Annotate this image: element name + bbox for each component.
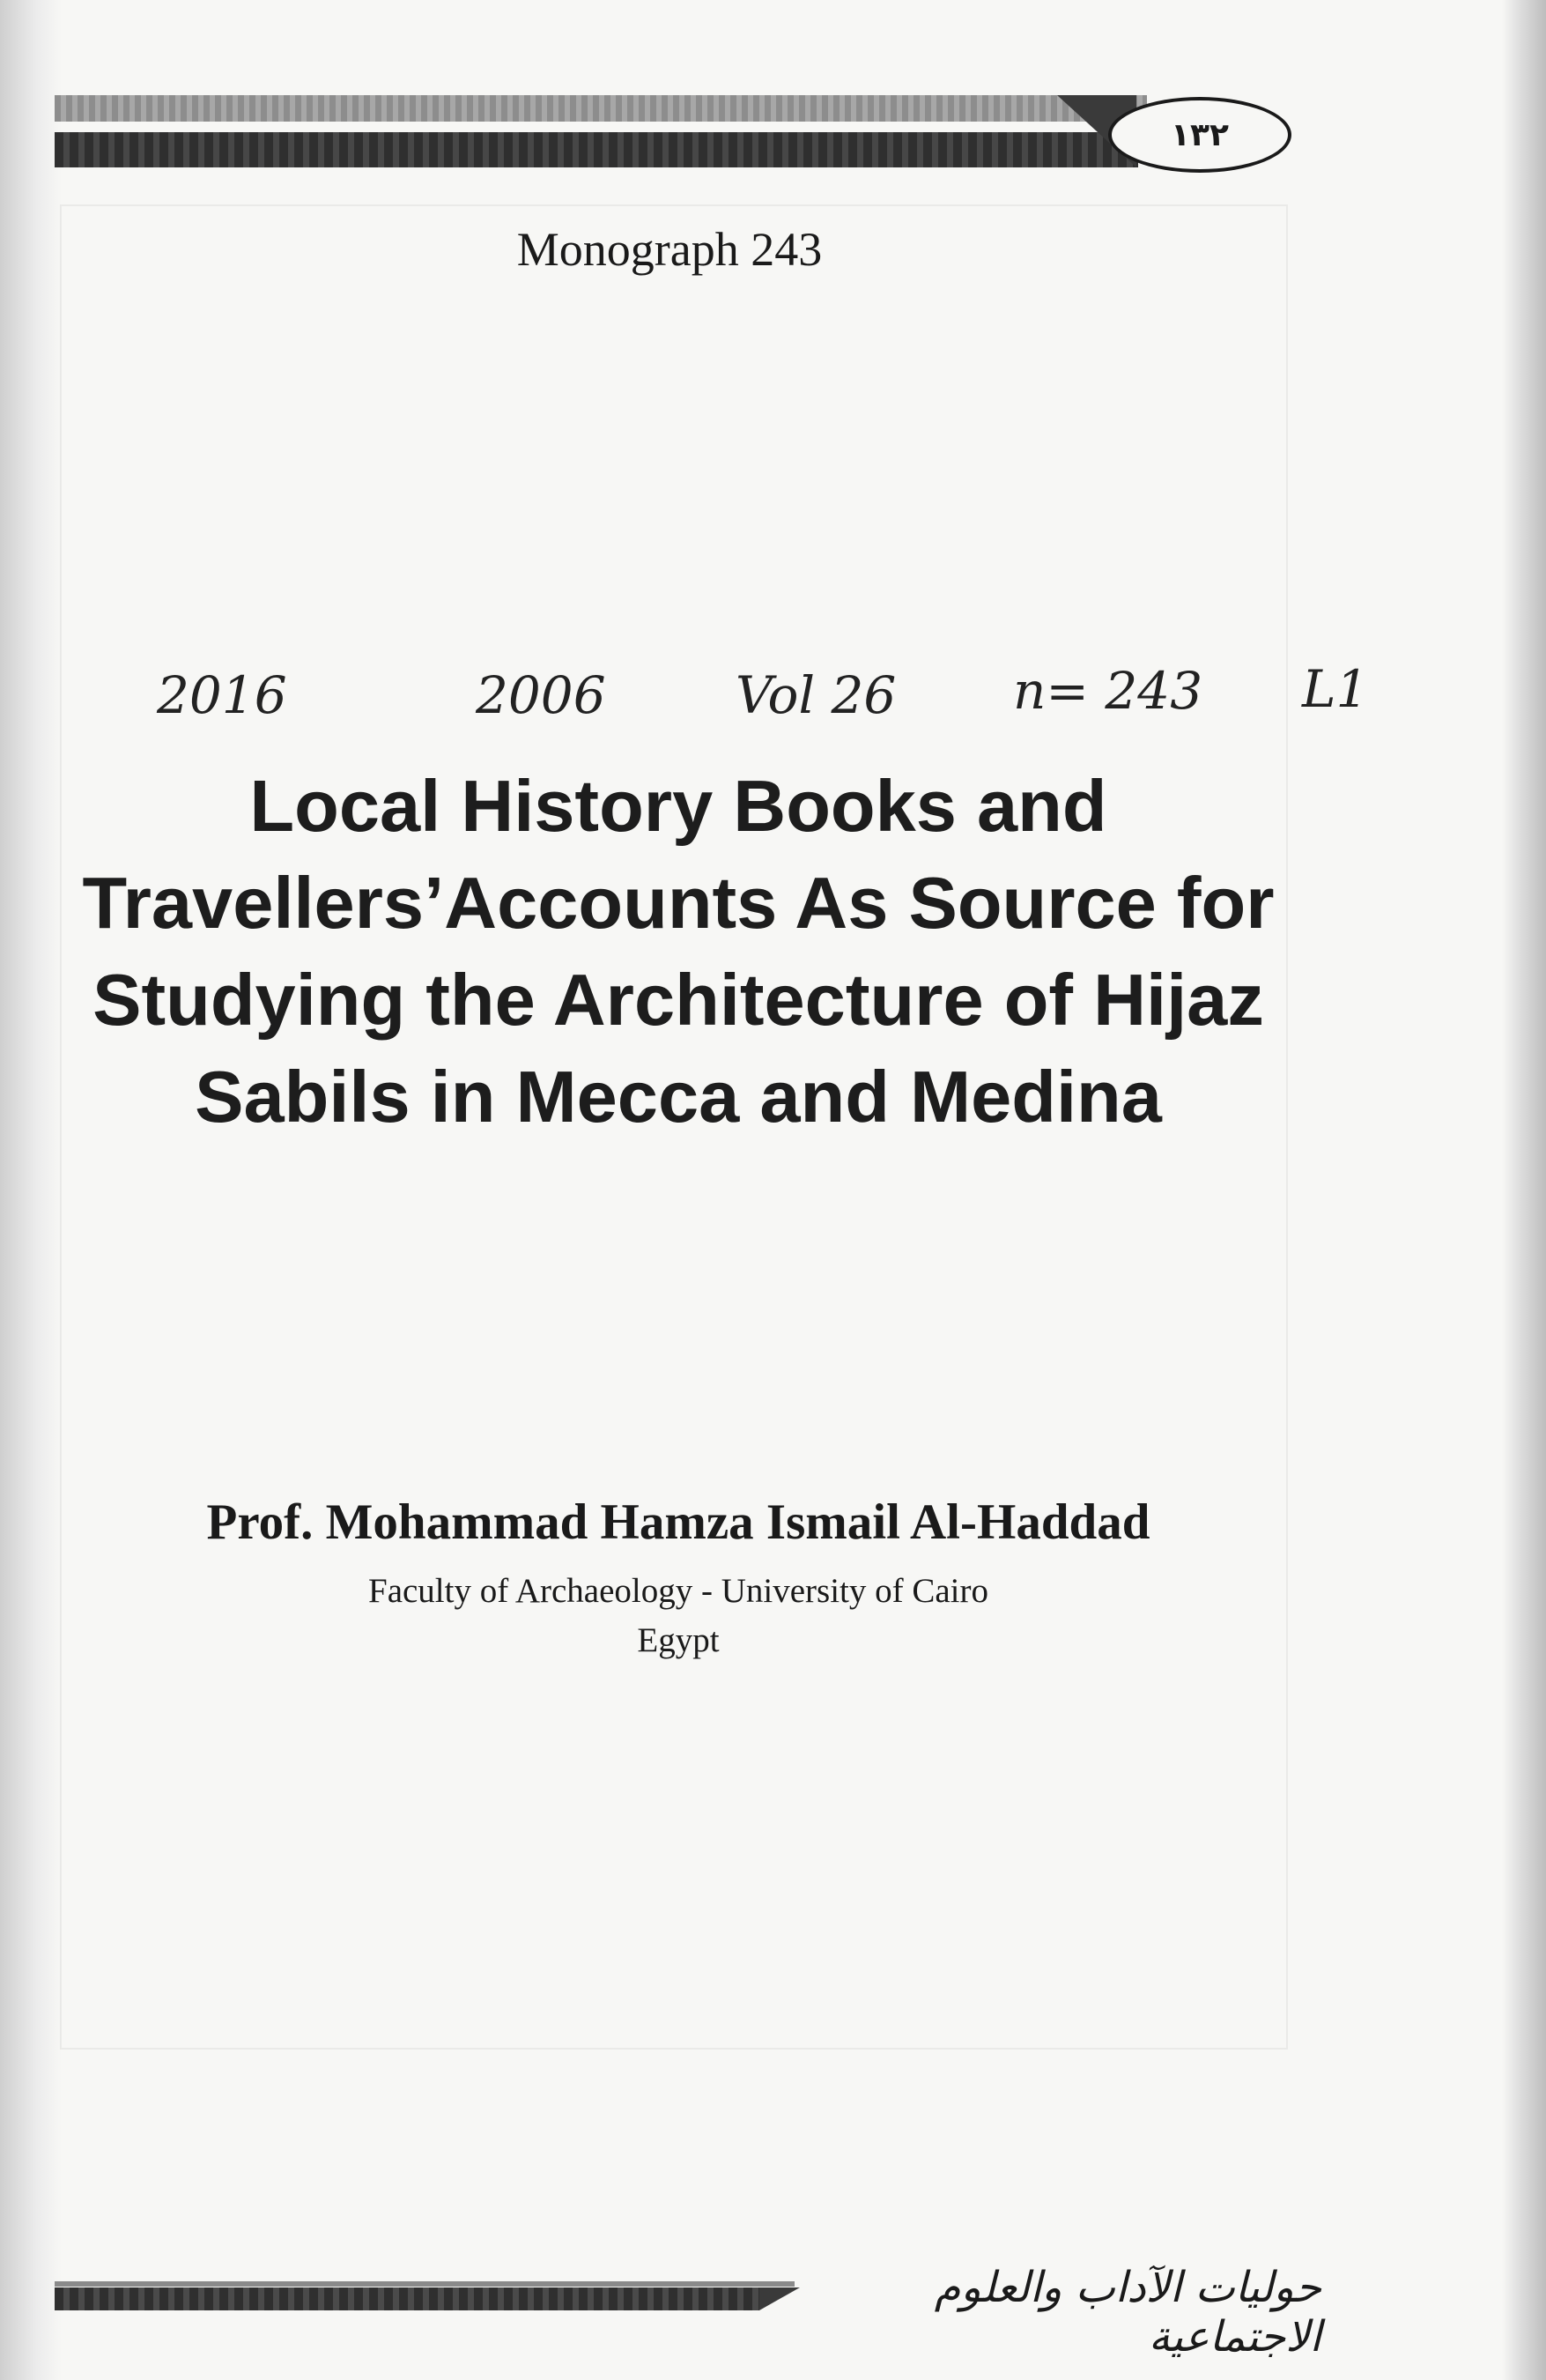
handwritten-note-volume: Vol 26 [736, 665, 897, 725]
title-line-3: Studying the Architecture of Hijaz [92, 959, 1264, 1041]
header-bar-light [55, 95, 1147, 122]
author-affiliation-block [79, 1567, 1277, 1665]
handwritten-note-year: 2016 [157, 665, 287, 725]
scan-edge-right [1502, 0, 1546, 2380]
page-number-badge [1108, 97, 1291, 173]
title-line-2: Travellers’Accounts As Source for [82, 862, 1275, 944]
handwritten-note-mark: L1 [1302, 659, 1369, 719]
monograph-label: Monograph 243 [516, 223, 823, 276]
author-name: Prof. Mohammad Hamza Ismail Al-Haddad [206, 1494, 1150, 1550]
page-number: ١٣٢ [1171, 116, 1229, 153]
title-line-1: Local History Books and [249, 765, 1107, 847]
author-affiliation: Faculty of Archaeology - University of Cairo [368, 1572, 988, 1610]
title-line-4: Sabils in Mecca and Medina [195, 1056, 1162, 1138]
handwritten-note-number: n= 243 [1013, 661, 1203, 721]
author-country: Egypt [637, 1621, 720, 1659]
journal-name: حوليات الآداب والعلوم الاجتماعية [934, 2263, 1321, 2361]
footer-bar [55, 2287, 759, 2310]
scan-edge-left [0, 0, 62, 2380]
handwritten-note-year-2: 2006 [476, 665, 606, 725]
header-bar-dark [55, 132, 1138, 167]
article-title [79, 758, 1277, 1146]
footer-bar-light [55, 2281, 795, 2287]
